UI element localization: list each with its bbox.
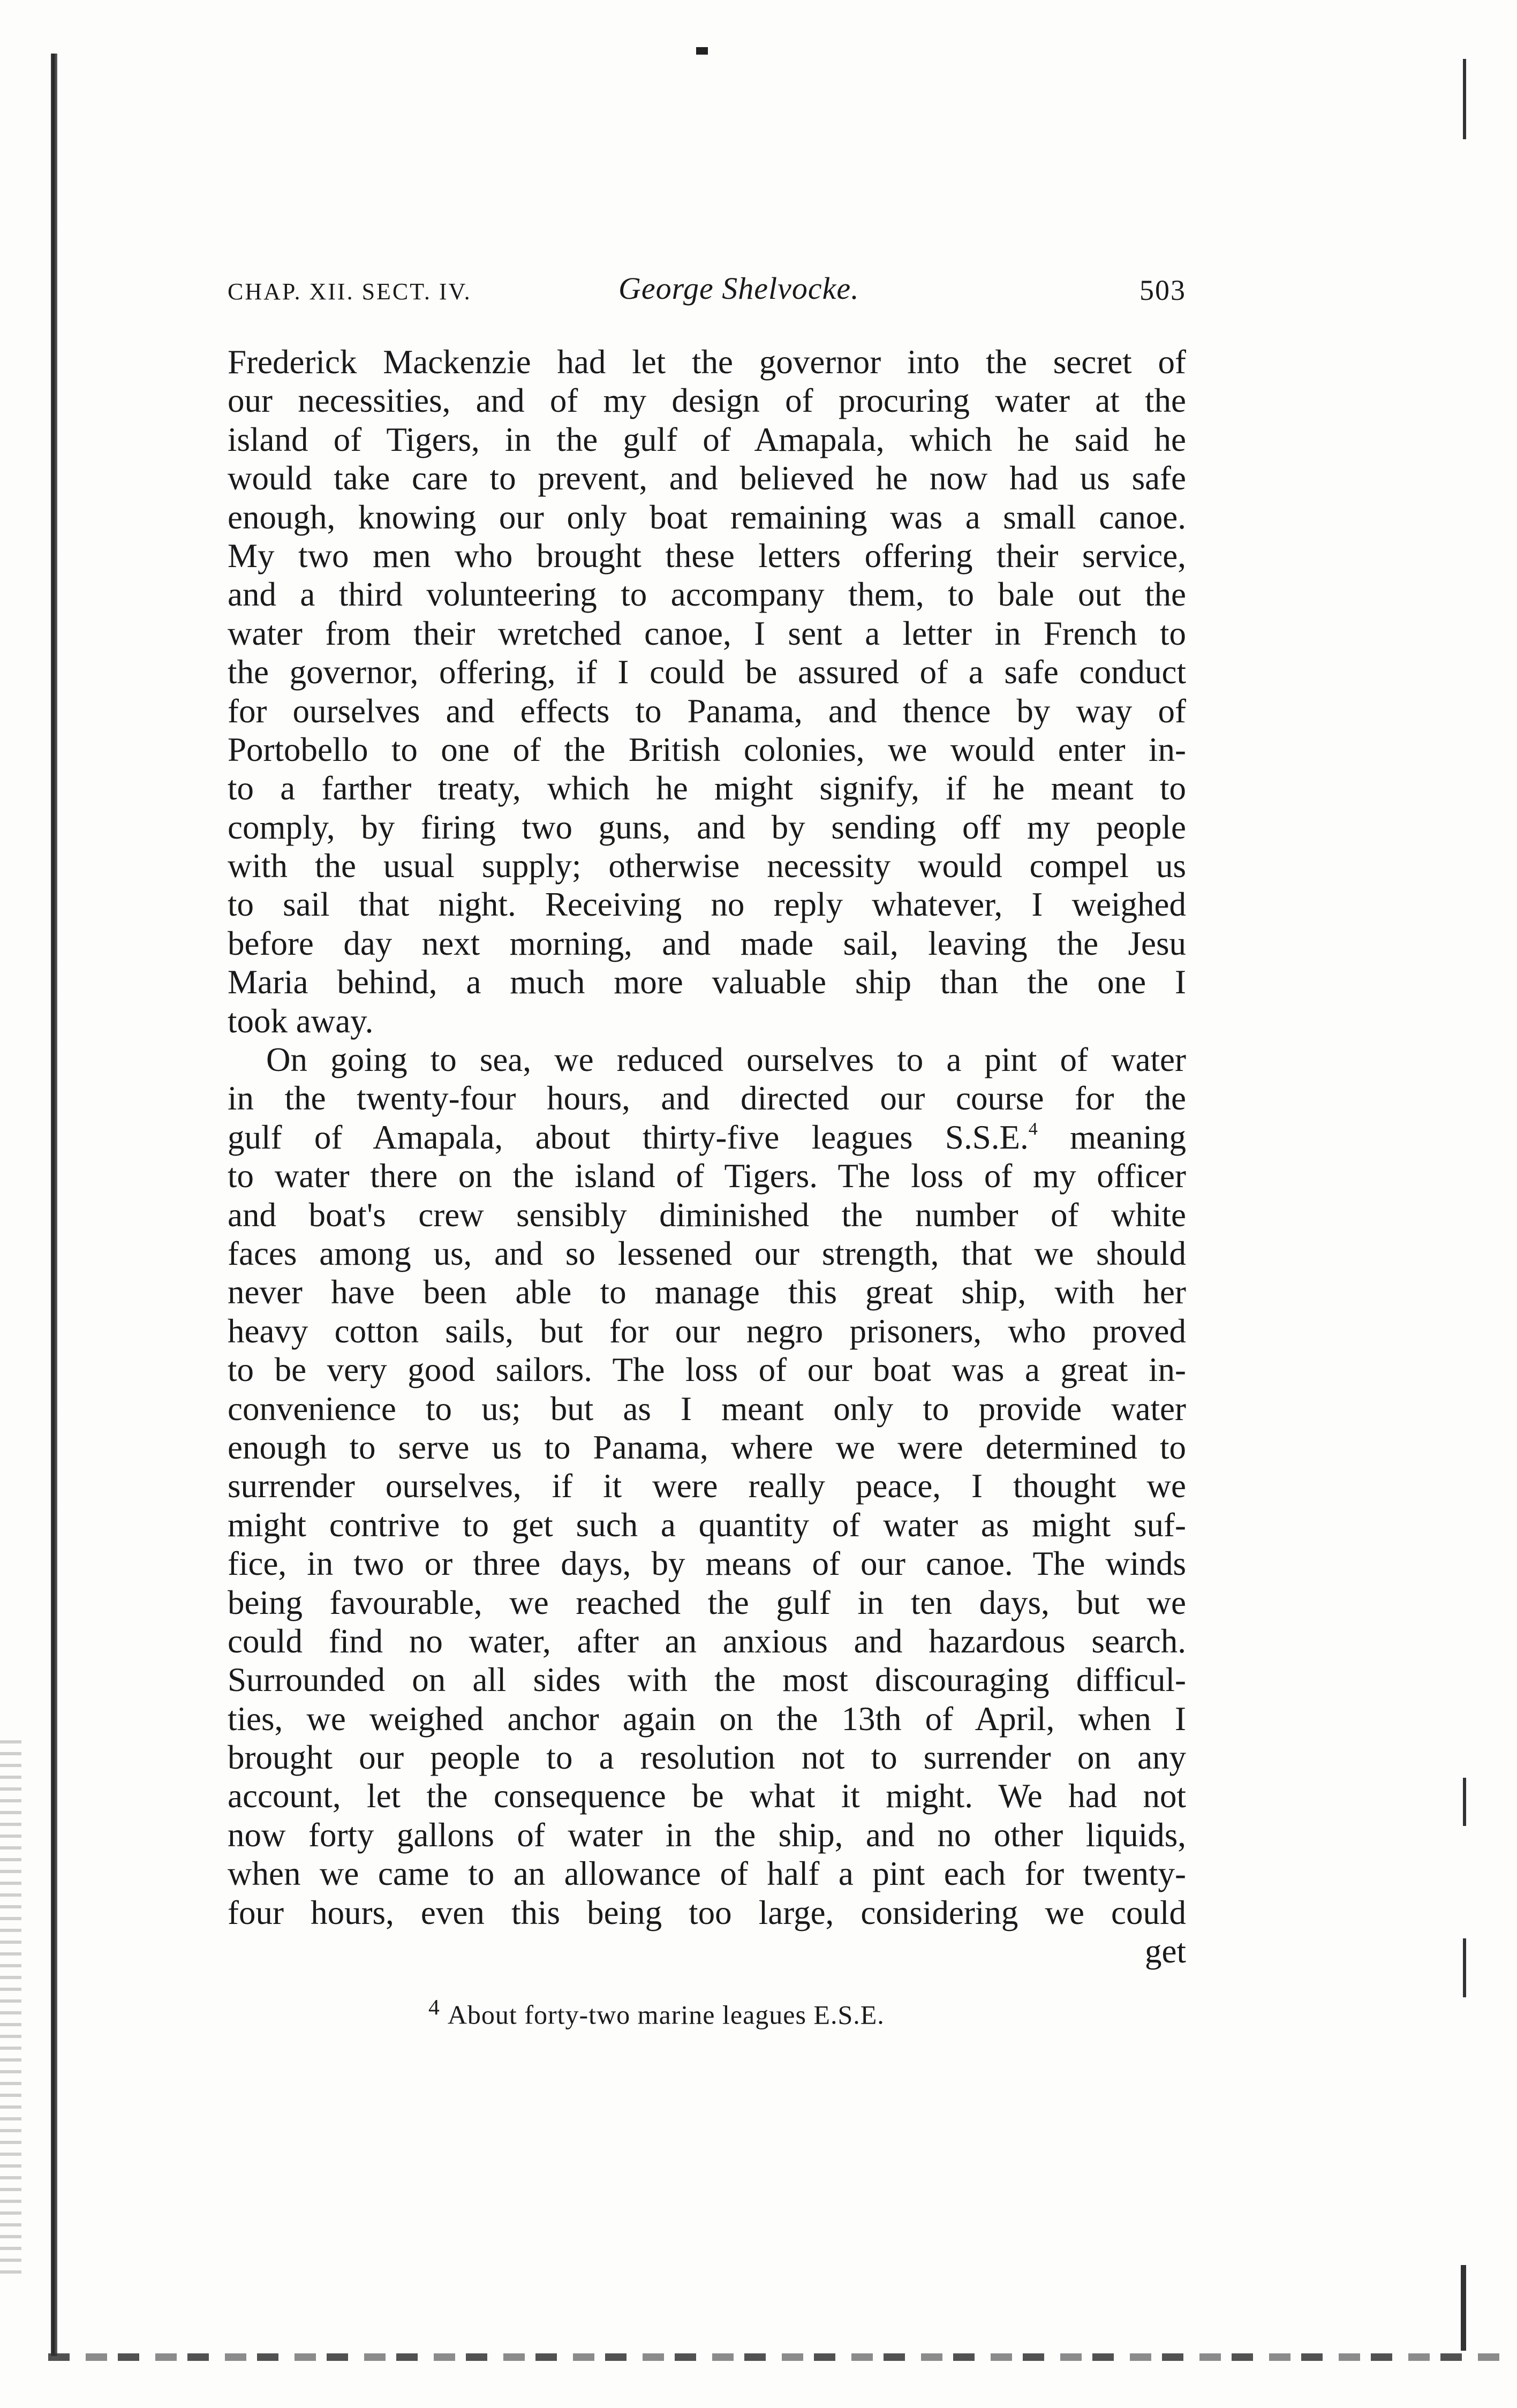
line-text: gulf of Amapala, about thirty-five leagues S.S.E.: [228, 1118, 1029, 1156]
text-line: to water there on the island of Tigers. The loss of my officer: [228, 1157, 1186, 1195]
text-line: might contrive to get such a quantity of water as might suf-: [228, 1506, 1186, 1544]
text-line: On going to sea, we reduced ourselves to a pint of water: [266, 1041, 1186, 1079]
text-line: My two men who brought these letters offering their service,: [228, 537, 1186, 575]
text-line: comply, by firing two guns, and by sending off my people: [228, 808, 1186, 846]
text-line: could find no water, after an anxious and hazardous search.: [228, 1622, 1186, 1660]
scan-speck: [696, 47, 708, 55]
text-line: ties, we weighed anchor again on the 13th of April, when I: [228, 1700, 1186, 1738]
text-line: convenience to us; but as I meant only to provide water: [228, 1390, 1186, 1428]
page-number: 503: [1139, 274, 1186, 306]
text-line: Frederick Mackenzie had let the governor into the secret of: [228, 343, 1186, 381]
text-line: never have been able to manage this great ship, with her: [228, 1273, 1186, 1311]
text-line: four hours, even this being too large, considering we could: [228, 1893, 1186, 1931]
text-line: heavy cotton sails, but for our negro prisoners, who proved: [228, 1312, 1186, 1350]
text-line: brought our people to a resolution not to surrender on any: [228, 1739, 1186, 1777]
text-line: would take care to prevent, and believed he now had us safe: [228, 459, 1186, 497]
running-head: [228, 270, 1186, 313]
text-line: account, let the consequence be what it might. We had not: [228, 1777, 1186, 1815]
text-line: faces among us, and so lessened our strength, that we should: [228, 1234, 1186, 1272]
text-line: Maria behind, a much more valuable ship than the one I: [228, 963, 1186, 1001]
text-line: to be very good sailors. The loss of our boat was a great in-: [228, 1351, 1186, 1389]
text-line: for ourselves and effects to Panama, and thence by way of: [228, 692, 1186, 730]
text-line-with-footnote: [228, 1118, 1186, 1157]
footnote-marker: 4: [428, 1995, 440, 2020]
text-line: when we came to an allowance of half a pint each for twenty-: [228, 1855, 1186, 1893]
text-line: Portobello to one of the British colonies, we would enter in-: [228, 730, 1186, 768]
scan-mark: [1463, 1938, 1466, 1997]
text-line: fice, in two or three days, by means of our canoe. The winds: [228, 1545, 1186, 1583]
page-edge-noise: [0, 1740, 21, 2276]
footnote-text: About forty-two marine leagues E.S.E.: [447, 1999, 885, 2030]
text-line: to sail that night. Receiving no reply whatever, I weighed: [228, 886, 1186, 924]
text-line: water from their wretched canoe, I sent a letter in French to: [228, 614, 1186, 652]
text-line: with the usual supply; otherwise necessity would compel us: [228, 847, 1186, 885]
chapter-heading: CHAP. XII. SECT. IV.: [228, 278, 472, 305]
text-line: before day next morning, and made sail, leaving the Jesu: [228, 924, 1186, 962]
text-line: enough, knowing our only boat remaining was a small canoe.: [228, 498, 1186, 536]
catchword: get: [1145, 1933, 1186, 1971]
text-line: took away.: [228, 1002, 374, 1040]
footnote-reference[interactable]: 4: [1028, 1119, 1038, 1139]
text-line: island of Tigers, in the gulf of Amapala, which he said he: [228, 420, 1186, 458]
text-line: being favourable, we reached the gulf in ten days, but we: [228, 1583, 1186, 1621]
text-line: surrender ourselves, if it were really peace, I thought we: [228, 1467, 1186, 1505]
body-text: [228, 343, 1186, 1971]
text-line: to a farther treaty, which he might signify, if he meant to: [228, 769, 1186, 807]
page-bottom-edge: [48, 2353, 1510, 2361]
page-binding-edge: [51, 54, 57, 2356]
text-line: now forty gallons of water in the ship, and no other liquids,: [228, 1816, 1186, 1854]
scan-mark: [1463, 59, 1466, 139]
footnote: [428, 1995, 885, 2030]
running-title: George Shelvocke.: [618, 271, 859, 306]
text-line: the governor, offering, if I could be assured of a safe conduct: [228, 653, 1186, 691]
text-line: in the twenty-four hours, and directed our course for the: [228, 1080, 1186, 1118]
text-line: enough to serve us to Panama, where we were determined to: [228, 1428, 1186, 1466]
scan-mark: [1461, 2265, 1466, 2351]
scan-mark: [1463, 1778, 1466, 1826]
text-line: our necessities, and of my design of procuring water at the: [228, 382, 1186, 420]
text-line: and a third volunteering to accompany them, to bale out the: [228, 576, 1186, 614]
line-text: meaning: [1070, 1118, 1186, 1156]
text-line: Surrounded on all sides with the most discouraging difficul-: [228, 1661, 1186, 1699]
text-line: and boat's crew sensibly diminished the number of white: [228, 1196, 1186, 1234]
